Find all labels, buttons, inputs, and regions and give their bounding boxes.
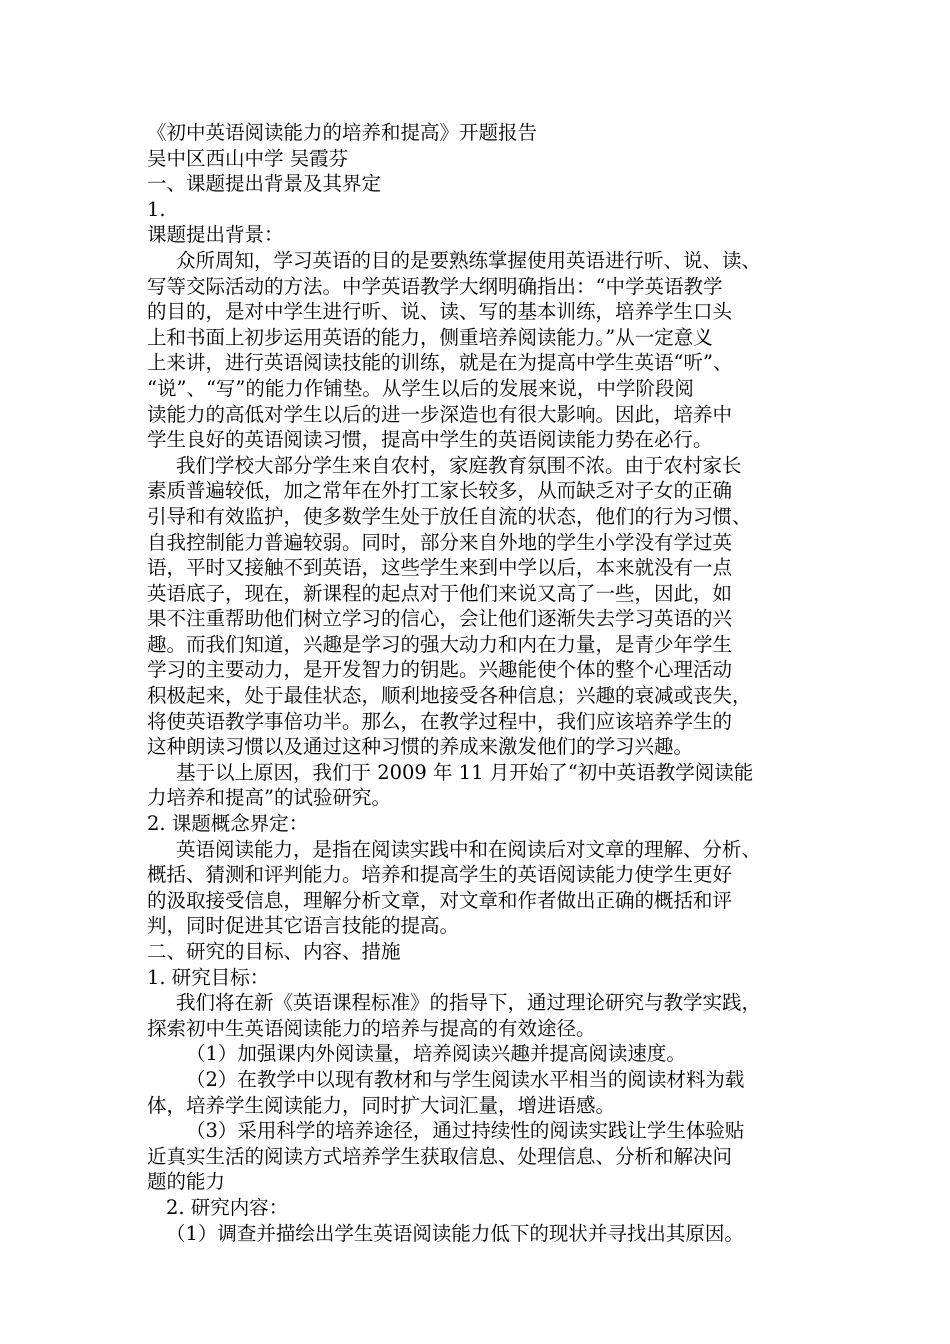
paragraph-line: 上和书面上初步运用英语的能力，侧重培养阅读能力。”从一定意义 bbox=[147, 325, 713, 349]
document-title: 《初中英语阅读能力的培养和提高》开题报告 bbox=[147, 121, 538, 144]
author-line: 吴中区西山中学 吴霞芬 bbox=[147, 146, 349, 170]
item-heading: 2. 课题概念界定： bbox=[147, 812, 309, 836]
paragraph-line: 学习的主要动力，是开发智力的钥匙。兴趣能使个体的整个心理活动 bbox=[147, 658, 733, 682]
section-heading: 二、研究的目标、内容、措施 bbox=[147, 940, 401, 963]
item-heading: 课题提出背景： bbox=[147, 223, 284, 247]
goal-item: （1）加强课内外阅读量，培养阅读兴趣并提高阅读速度。 bbox=[186, 1042, 686, 1066]
paragraph-line: 概括、猜测和评判能力。培养和提高学生的英语阅读能力使学生更好 bbox=[147, 863, 733, 887]
paragraph-line: 读能力的高低对学生以后的进一步深造也有很大影响。因此，培养中 bbox=[147, 402, 733, 426]
section-heading: 一、课题提出背景及其界定 bbox=[147, 172, 382, 196]
paragraph-line: 上来讲，进行英语阅读技能的训练，就是在为提高中学生英语“听”、 bbox=[147, 351, 733, 375]
paragraph-line: 近真实生活的阅读方式培养学生获取信息、处理信息、分析和解决问 bbox=[147, 1144, 733, 1168]
paragraph-line: 将使英语教学事倍功半。那么，在教学过程中，我们应该培养学生的 bbox=[147, 709, 733, 733]
content-item: （1）调查并描绘出学生英语阅读能力低下的现状并寻找出其原因。 bbox=[166, 1221, 744, 1245]
paragraph-line: 引导和有效监护，使多数学生处于放任自流的状态，他们的行为习惯、 bbox=[147, 504, 752, 528]
paragraph-line: 基于以上原因，我们于 2009 年 11 月开始了“初中英语教学阅读能 bbox=[176, 760, 754, 784]
paragraph-line: 题的能力 bbox=[147, 1170, 226, 1194]
document-body bbox=[147, 120, 822, 1246]
paragraph-line: 这种朗读习惯以及通过这种习惯的养成来激发他们的学习兴趣。 bbox=[147, 735, 694, 759]
paragraph-line: “说”、“写”的能力作铺垫。从学生以后的发展来说，中学阶段阅 bbox=[147, 376, 694, 400]
item-heading: 1. 研究目标： bbox=[147, 965, 270, 989]
paragraph-line: 趣。而我们知道，兴趣是学习的强大动力和内在力量，是青少年学生 bbox=[147, 632, 733, 656]
paragraph-line: 体，培养学生阅读能力，同时扩大词汇量，增进语感。 bbox=[147, 1093, 616, 1117]
paragraph-line: 的汲取接受信息，理解分析文章，对文章和作者做出正确的概括和评 bbox=[147, 888, 733, 912]
item-heading: 2. 研究内容： bbox=[166, 1195, 289, 1219]
goal-item: （3）采用科学的培养途径，通过持续性的阅读实践让学生体验贴 bbox=[186, 1119, 745, 1143]
item-number: 1. bbox=[147, 197, 166, 221]
paragraph-line: 自我控制能力普遍较弱。同时，部分来自外地的学生小学没有学过英 bbox=[147, 530, 733, 554]
goal-item: （2）在教学中以现有教材和与学生阅读水平相当的阅读材料为载 bbox=[186, 1067, 745, 1091]
paragraph-line: 素质普遍较低，加之常年在外打工家长较多，从而缺乏对子女的正确 bbox=[147, 479, 733, 503]
paragraph-line: 我们将在新《英语课程标准》的指导下，通过理论研究与教学实践， bbox=[176, 991, 762, 1015]
paragraph-line: 的目的，是对中学生进行听、说、读、写的基本训练，培养学生口头 bbox=[147, 300, 733, 324]
paragraph-line: 英语阅读能力，是指在阅读实践中和在阅读后对文章的理解、分析、 bbox=[176, 837, 762, 861]
paragraph-line: 探索初中生英语阅读能力的培养与提高的有效途径。 bbox=[147, 1016, 596, 1040]
paragraph-line: 我们学校大部分学生来自农村，家庭教育氛围不浓。由于农村家长 bbox=[176, 453, 742, 477]
paragraph-line: 英语底子，现在，新课程的起点对于他们来说又高了一些，因此，如 bbox=[147, 581, 733, 605]
paragraph-line: 判，同时促进其它语言技能的提高。 bbox=[147, 914, 460, 938]
paragraph-line: 众所周知，学习英语的目的是要熟练掌握使用英语进行听、说、读、 bbox=[176, 248, 762, 272]
paragraph-line: 果不注重帮助他们树立学习的信心，会让他们逐渐失去学习英语的兴 bbox=[147, 607, 733, 631]
paragraph-line: 语，平时又接触不到英语，这些学生来到中学以后，本来就没有一点 bbox=[147, 556, 733, 580]
paragraph-line: 学生良好的英语阅读习惯，提高中学生的英语阅读能力势在必行。 bbox=[147, 428, 713, 452]
paragraph-line: 力培养和提高”的试验研究。 bbox=[147, 786, 391, 810]
paragraph-line: 写等交际活动的方法。中学英语教学大纲明确指出：“中学英语教学 bbox=[147, 274, 723, 298]
paragraph-line: 积极起来，处于最佳状态，顺利地接受各种信息；兴趣的衰减或丧失， bbox=[147, 684, 752, 708]
